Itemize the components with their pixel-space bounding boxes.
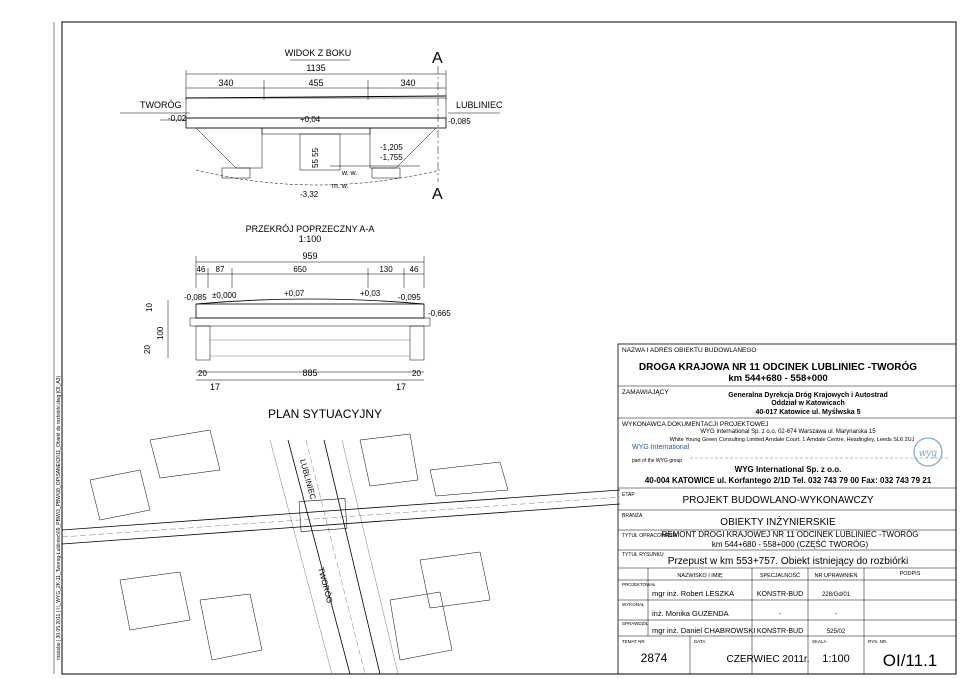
- tb-topic-label: TEMAT NR: [622, 639, 645, 644]
- cross-section-scale: 1:100: [298, 234, 322, 244]
- tb-date-value: CZERWIEC 2011r.: [726, 654, 810, 665]
- tb-row3-spec: KONSTR-BUD: [756, 628, 804, 635]
- cs-level-1: -0,085: [184, 293, 207, 302]
- tb-sheet-value: OI/11.1: [882, 651, 938, 670]
- plan-label-lubliniec: LUBLINIEC: [298, 458, 318, 501]
- tb-row2-spec: -: [778, 611, 782, 618]
- cs-vdim-20: 20: [143, 345, 152, 354]
- section-marker-top: A: [432, 50, 443, 67]
- tb-logo-text: WYG International: [632, 444, 690, 451]
- plan-label-tworog: TWORÓG: [316, 566, 335, 605]
- tb-drawing-value: Przepust w km 553+757. Obiekt istniejący do rozbiórki: [667, 556, 909, 567]
- cross-section-title: PRZEKRÓJ POPRZECZNY A-A: [245, 224, 375, 234]
- tb-study-line1: REMONT DROGI KRAJOWEJ NR 11 ODCINEK LUBLINIEC -TWORÓG: [661, 530, 919, 539]
- tb-branch-value: OBIEKTY INŻYNIERSKIE: [720, 517, 836, 528]
- tb-row1-role: PROJEKTOWAŁ: [622, 582, 656, 587]
- tb-contractor-address: 40-004 KATOWICE ul. Korfantego 2/1D Tel. 032 743 79 00 Fax: 032 743 79 21: [644, 476, 932, 485]
- level-top: +0,04: [300, 115, 321, 124]
- cs-dim-total: 959: [302, 251, 318, 261]
- mw-label: m. w.: [332, 183, 349, 190]
- cs-level-2: ±0,000: [212, 291, 237, 300]
- tb-col-name: NAZWISKO I IMIĘ: [677, 573, 723, 579]
- tb-drawing-label: TYTUŁ RYSUNKU: [622, 552, 664, 558]
- cs-dim-1: 46: [196, 265, 206, 274]
- level-mw: -3,32: [300, 190, 319, 199]
- level-left: -0,02: [168, 114, 187, 123]
- tb-col-sign: PODPIS: [899, 571, 921, 577]
- plan-title: PLAN SYTUACYJNY: [268, 407, 383, 421]
- tb-study-line2: km 544+680 - 558+000 (CZĘŚĆ TWORÓG): [711, 540, 869, 549]
- plan-view: [62, 407, 620, 674]
- tb-object-km: km 544+680 - 558+000: [728, 373, 828, 384]
- section-marker-bottom: A: [432, 186, 443, 203]
- tb-contractor-label: WYKONAWCA DOKUMENTACJI PROJEKTOWEJ: [622, 421, 769, 428]
- tb-row1-name: mgr inż. Robert LESZKA: [652, 589, 735, 598]
- tb-logo-mark: wyg: [919, 448, 937, 459]
- title-block: [618, 344, 956, 674]
- tb-object-label: NAZWA I ADRES OBIEKTU BUDOWLANEGO: [622, 347, 757, 354]
- tb-study-label: TYTUŁ OPRACOWANIA: [622, 533, 678, 539]
- tb-row1-spec: KONSTR-BUD: [756, 591, 804, 598]
- tb-row1-perm: 228/Gd/01: [821, 592, 851, 598]
- tb-scale-label: SKALA: [812, 639, 827, 644]
- tb-client-line3: 40-017 Katowice ul. Myślwska 5: [755, 409, 861, 416]
- cs-vdim-group: 100: [156, 326, 165, 340]
- tb-row3-name: mgr inż. Daniel CHABROWSKI: [652, 626, 756, 635]
- cs-vdim-10: 10: [145, 303, 154, 312]
- cross-section: [143, 224, 451, 392]
- dim-span-3: 340: [400, 78, 416, 88]
- tb-scale-value: 1:100: [822, 653, 850, 665]
- tb-row3-perm: 525/02: [826, 629, 846, 635]
- direction-tworog: TWORÓG: [140, 100, 182, 110]
- cs-17-left: 17: [210, 382, 221, 392]
- level-ww2: -1,755: [380, 153, 403, 162]
- tb-client-label: ZAMAWIAJĄCY: [622, 389, 669, 396]
- direction-lubliniec: LUBLINIEC: [456, 100, 503, 110]
- cs-level-4: +0,03: [360, 289, 381, 298]
- cs-level-5: -0,095: [398, 293, 421, 302]
- tb-branch-label: BRANŻA: [622, 513, 643, 519]
- tb-row3-role: SPRAWDZIŁ: [622, 621, 649, 626]
- dim-span-1: 340: [218, 78, 234, 88]
- tb-object-name: DROGA KRAJOWA NR 11 ODCINEK LUBLINIEC -TWORÓG: [638, 362, 918, 373]
- cs-level-3: +0,07: [284, 289, 305, 298]
- tb-col-spec: SPECJALNOŚĆ: [759, 573, 801, 579]
- tb-row2-name: inż. Monika GUZENDA: [652, 609, 729, 618]
- tb-contractor-line1: WYG International Sp. z o.o. 02-674 Warszawa ul. Marynarska 15: [700, 429, 876, 435]
- cs-bottom-right: 20: [412, 369, 421, 378]
- dim-total: 1135: [306, 63, 326, 73]
- tb-contractor-line2: White Young Green Consulting Limited Arndale Court, 1 Arndale Centre, Headingley, Leeds SL6 2UJ: [669, 437, 915, 443]
- cs-17-right: 17: [396, 382, 407, 392]
- tb-contractor-name: WYG International Sp. z o.o.: [734, 465, 842, 474]
- tb-client-line2: Oddział w Katowicach: [771, 400, 845, 407]
- tb-sheet-label: RYS. NR.: [868, 639, 888, 644]
- tb-row2-perm: -: [834, 611, 838, 618]
- tb-stage-label: ETAP: [622, 492, 635, 498]
- cs-dim-5: 46: [409, 265, 419, 274]
- side-view-title: WIDOK Z BOKU: [284, 48, 352, 58]
- side-view: [120, 48, 503, 203]
- cs-bottom-left: 20: [198, 369, 207, 378]
- level-right: -0,085: [448, 117, 471, 126]
- tb-topic-value: 2874: [640, 651, 668, 665]
- tb-col-perm: NR UPRAWNIEŃ: [814, 573, 858, 579]
- tb-row2-role: WYKONAŁ: [622, 602, 645, 607]
- side-strip-text: mszabo | 30.05.2011 | I:\_WYG_2K-11_Tworog-Lubliniec\09_PBW\3_PBW\08_OPISANE\OI\11_Obiekt do rozbiórki.dwg (OI_A3): [56, 375, 62, 660]
- tb-stage-value: PROJEKT BUDOWLANO-WYKONAWCZY: [682, 495, 874, 506]
- cs-dim-2: 87: [215, 265, 225, 274]
- cs-bottom-dim: 885: [302, 368, 318, 378]
- cs-dim-3: 650: [293, 265, 307, 274]
- tb-date-label: DATA: [694, 639, 706, 644]
- cs-level-6: -0,665: [428, 309, 451, 318]
- level-ww1: -1,205: [380, 143, 403, 152]
- tb-logo-sub: part of the WYG group: [632, 458, 683, 464]
- ww-label: w. w.: [342, 170, 358, 177]
- dim-span-2: 455: [308, 78, 324, 88]
- cs-dim-4: 130: [379, 265, 393, 274]
- vertical-dims: 55 55: [311, 147, 320, 168]
- tb-client-line1: Generalna Dyrekcja Dróg Krajowych i Autostrad: [728, 392, 888, 399]
